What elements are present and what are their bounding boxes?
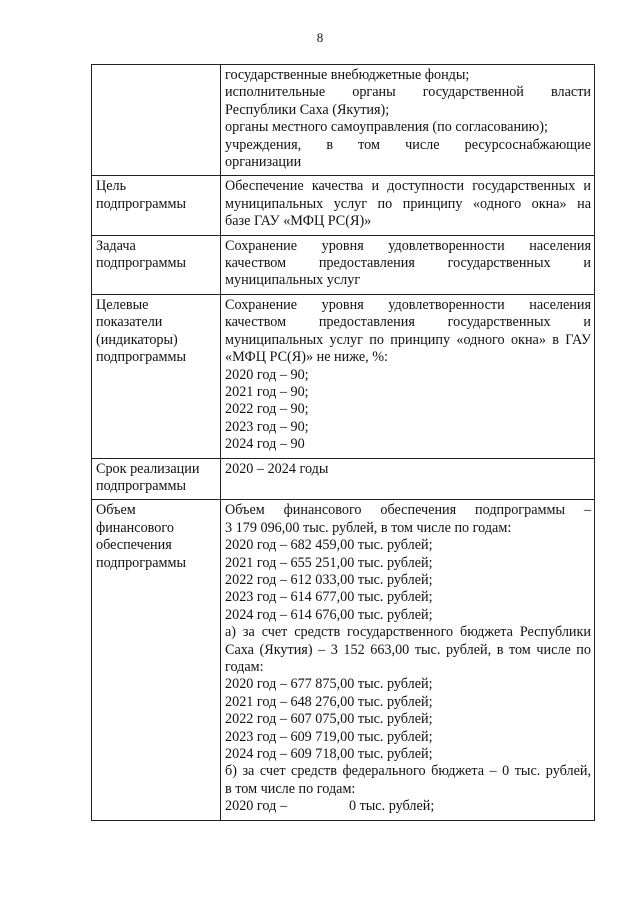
content-line: Сохранение уровня удовлетворенности населения [225,237,591,254]
content-line: 3 179 096,00 тыс. рублей, в том числе по годам: [225,519,512,536]
row-label-line: подпрограммы [96,195,186,212]
content-line: качеством предоставления государственных и [225,314,591,331]
content-line: в том числе по годам: [225,780,356,797]
row-content-cell [221,176,595,235]
row-label-line: подпрограммы [96,255,186,272]
content-line: 2023 год – 609 719,00 тыс. рублей; [225,728,433,745]
content-line: 2022 год – 90; [225,401,309,418]
row-label-line: финансового [96,519,174,536]
content-line: 2022 год – 612 033,00 тыс. рублей; [225,571,433,588]
content-line: 2021 год – 90; [225,383,309,400]
content-line: 2020 год – 682 459,00 тыс. рублей; [225,537,433,554]
row-content-cell [221,65,595,176]
content-line: Объем финансового обеспечения подпрограммы – [225,502,591,519]
content-line: 2023 год – 90; [225,418,309,435]
content-line: 2021 год – 648 276,00 тыс. рублей; [225,693,433,710]
row-label-cell [92,458,221,500]
content-line: базе ГАУ «МФЦ РС(Я)» [225,213,372,230]
subprogram-passport-table [91,64,595,821]
table-row [92,294,595,458]
table-row [92,65,595,176]
content-line: Республики Саха (Якутия); [225,101,390,118]
content-line: 2020 год – 0 тыс. рублей; [225,798,435,815]
row-label-line: подпрограммы [96,477,186,494]
content-line: а) за счет средств государственного бюджета Республики [225,624,591,641]
row-label-cell [92,500,221,820]
row-label-line: показатели [96,314,163,331]
content-line: 2020 – 2024 годы [225,460,329,477]
row-label-cell [92,235,221,294]
content-line: 2020 год – 677 875,00 тыс. рублей; [225,676,433,693]
row-label-line: Цель [96,178,127,195]
content-line: муниципальных услуг по принципу «одного окна» на [225,195,591,212]
content-line: 2024 год – 609 718,00 тыс. рублей; [225,746,433,763]
content-line: 2020 год – 90; [225,366,309,383]
content-line: государственные внебюджетные фонды; [225,67,470,83]
table-row [92,235,595,294]
content-line: 2024 год – 614 676,00 тыс. рублей; [225,606,433,623]
row-content-cell [221,500,595,820]
row-content-cell [221,235,595,294]
row-label-line: Срок реализации [96,460,200,477]
table-row [92,458,595,500]
row-label-line: подпрограммы [96,349,186,366]
content-line: муниципальных услуг по принципу «одного окна» в ГАУ [225,331,591,348]
content-line: муниципальных услуг [225,272,361,289]
table-row [92,176,595,235]
row-label-cell [92,294,221,458]
table-row [92,500,595,820]
content-line: Сохранение уровня удовлетворенности населения [225,296,591,313]
content-line: 2022 год – 607 075,00 тыс. рублей; [225,711,433,728]
row-content-cell [221,458,595,500]
row-label-line: подпрограммы [96,554,186,571]
content-line: «МФЦ РС(Я)» не ниже, %: [225,349,388,366]
content-line: б) за счет средств федерального бюджета – 0 тыс. рублей, [225,763,591,780]
content-line: Саха (Якутия) – 3 152 663,00 тыс. рублей, в том числе по [225,641,591,658]
row-label-cell [92,65,221,176]
row-label-cell [92,176,221,235]
page-number: 8 [316,30,324,45]
content-line: качеством предоставления государственных и [225,255,591,272]
row-label-line: Задача [96,237,136,254]
content-line: 2024 год – 90 [225,436,305,453]
row-label-line: Объем [96,502,136,519]
content-line: годам: [225,659,264,675]
content-line: 2021 год – 655 251,00 тыс. рублей; [225,554,433,571]
row-content-cell [221,294,595,458]
row-label-line: (индикаторы) [96,331,178,348]
row-label-line: обеспечения [96,537,172,554]
content-line: органы местного самоуправления (по согласованию); [225,119,548,136]
content-line: организации [225,154,302,171]
content-line: исполнительные органы государственной власти [225,84,591,101]
content-line: Обеспечение качества и доступности государственных и [225,178,591,195]
content-line: учреждения, в том числе ресурсоснабжающие [225,136,591,153]
row-label-line: Целевые [96,296,149,313]
content-line: 2023 год – 614 677,00 тыс. рублей; [225,589,433,606]
